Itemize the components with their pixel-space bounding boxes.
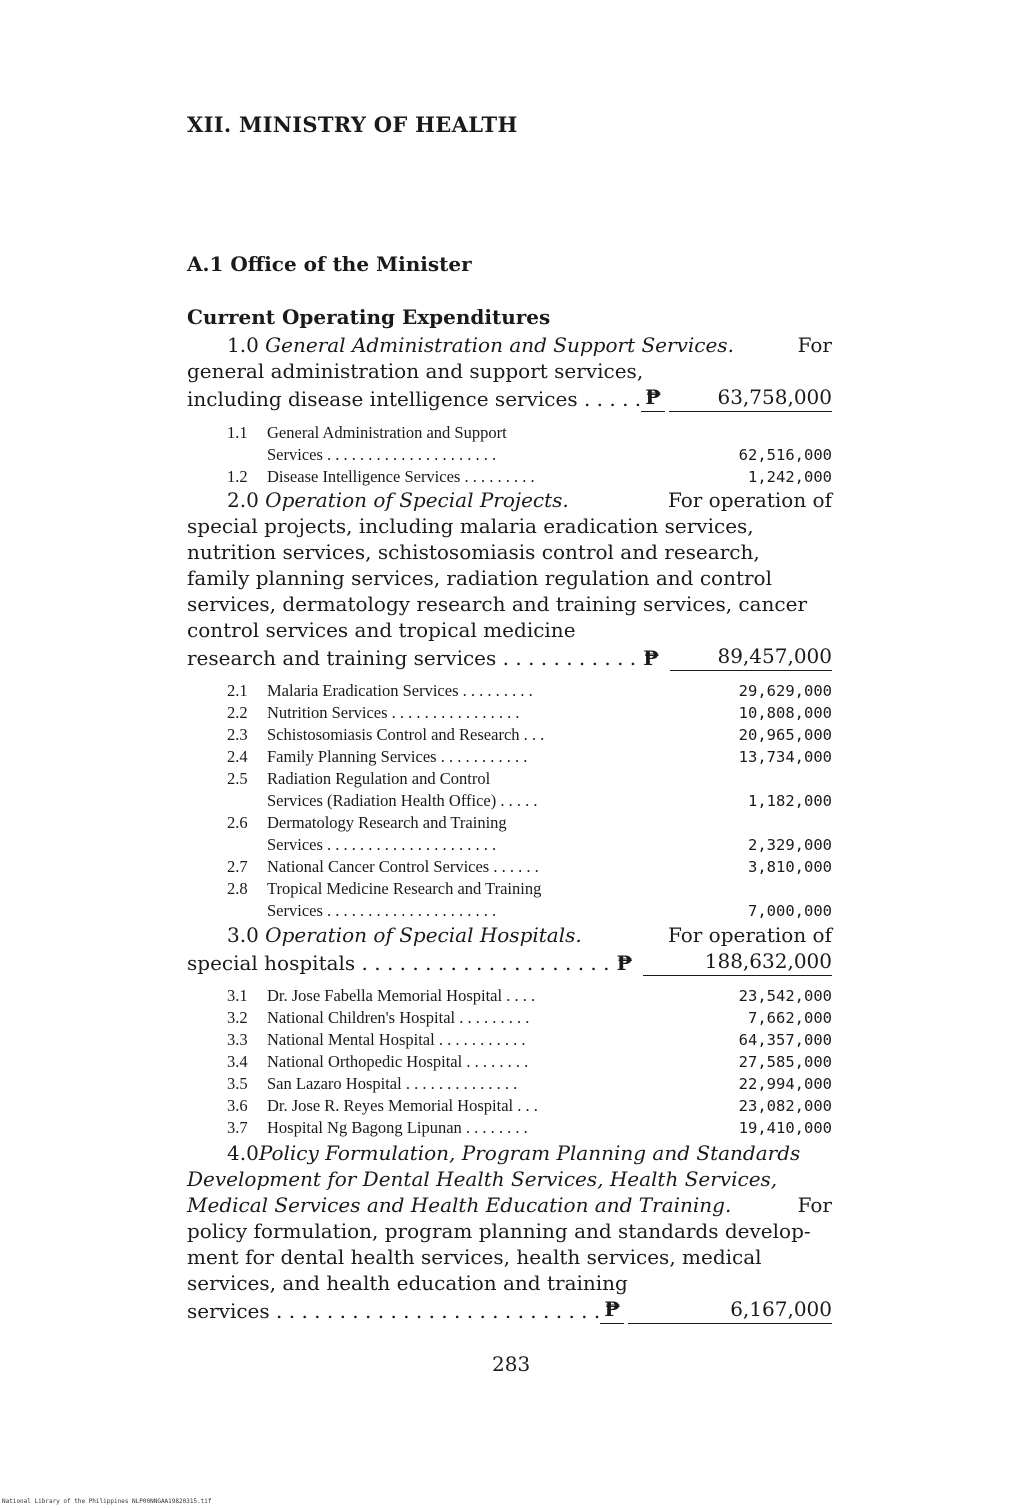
item-value: 20,965,000 bbox=[738, 726, 832, 744]
item-number: 1.2 bbox=[227, 467, 248, 486]
program-desc-line: family planning services, radiation regulation and control bbox=[187, 566, 772, 590]
scan-footer: National Library of the Philippines NLP00NNGAA19820315.tif bbox=[2, 1498, 212, 1505]
program-total-line bbox=[187, 643, 832, 671]
item-label-continued: Services . . . . . . . . . . . . . . . . . . . . . bbox=[267, 835, 497, 854]
program-total-label: services . . . . . . . . . . . . . . . . . . . . . . . . . . bbox=[187, 1299, 601, 1323]
item-value: 1,182,000 bbox=[748, 792, 832, 810]
item-number: 3.2 bbox=[227, 1008, 248, 1027]
program-desc-line: policy formulation, program planning and standards develop- bbox=[187, 1219, 811, 1243]
program-number: 1.0 bbox=[227, 333, 259, 357]
item-value: 23,082,000 bbox=[738, 1097, 832, 1115]
item-value: 2,329,000 bbox=[748, 836, 832, 854]
program-desc-line: general administration and support services, bbox=[187, 359, 644, 383]
item-label: Dr. Jose R. Reyes Memorial Hospital . . . bbox=[267, 1096, 538, 1115]
item-value: 22,994,000 bbox=[738, 1075, 832, 1093]
list-item bbox=[227, 466, 832, 488]
program-desc-line: control services and tropical medicine bbox=[187, 618, 576, 642]
item-value: 27,585,000 bbox=[738, 1053, 832, 1071]
item-label: Schistosomiasis Control and Research . . . bbox=[267, 725, 545, 744]
program-title: Operation of Special Projects. bbox=[265, 488, 569, 512]
item-value: 1,242,000 bbox=[748, 468, 832, 486]
item-number: 2.5 bbox=[227, 769, 248, 788]
item-label: Hospital Ng Bagong Lipunan . . . . . . . . bbox=[267, 1118, 528, 1137]
program-total-amount: 188,632,000 bbox=[643, 948, 832, 976]
list-item bbox=[227, 878, 832, 900]
program-3-items bbox=[227, 985, 832, 1139]
list-item bbox=[227, 1029, 832, 1051]
program-3-paragraph bbox=[187, 922, 832, 976]
program-total-line bbox=[187, 1296, 832, 1324]
program-total-line bbox=[187, 948, 832, 976]
section-heading: A.1 Office of the Minister bbox=[187, 252, 472, 276]
item-label: National Cancer Control Services . . . . . . bbox=[267, 857, 539, 876]
item-label-continued: Services (Radiation Health Office) . . . . . bbox=[267, 791, 538, 810]
list-item bbox=[227, 1073, 832, 1095]
item-label: General Administration and Support bbox=[267, 423, 507, 442]
item-label: National Mental Hospital . . . . . . . . . . . bbox=[267, 1030, 526, 1049]
item-number: 2.6 bbox=[227, 813, 248, 832]
item-number: 2.7 bbox=[227, 857, 248, 876]
program-desc-line: services, and health education and training bbox=[187, 1271, 628, 1295]
item-label: Dr. Jose Fabella Memorial Hospital . . . . bbox=[267, 986, 536, 1005]
item-number: 3.6 bbox=[227, 1096, 248, 1115]
item-label: National Orthopedic Hospital . . . . . . . . bbox=[267, 1052, 529, 1071]
peso-sign: ₱ bbox=[641, 384, 665, 412]
list-item-continued bbox=[227, 790, 832, 812]
program-desc-line: ment for dental health services, health services, medical bbox=[187, 1245, 762, 1269]
item-label: Nutrition Services . . . . . . . . . . . . . . . . bbox=[267, 703, 520, 722]
list-item bbox=[227, 680, 832, 702]
item-value: 62,516,000 bbox=[738, 446, 832, 464]
list-item bbox=[227, 1095, 832, 1117]
program-2-items bbox=[227, 680, 832, 922]
item-value: 29,629,000 bbox=[738, 682, 832, 700]
list-item bbox=[227, 1051, 832, 1073]
program-desc-line: For bbox=[797, 1193, 832, 1217]
list-item bbox=[227, 768, 832, 790]
peso-sign: ₱ bbox=[600, 1296, 624, 1324]
item-value: 10,808,000 bbox=[738, 704, 832, 722]
program-title-line: Development for Dental Health Services, Health Services, bbox=[187, 1167, 778, 1191]
program-1-paragraph bbox=[187, 332, 832, 412]
program-total-label: including disease intelligence services . . . . . bbox=[187, 387, 642, 411]
list-item bbox=[227, 422, 832, 444]
item-label: Radiation Regulation and Control bbox=[267, 769, 491, 788]
item-label: Malaria Eradication Services . . . . . . . . . bbox=[267, 681, 533, 700]
item-number: 2.1 bbox=[227, 681, 248, 700]
item-value: 23,542,000 bbox=[738, 987, 832, 1005]
program-total-label: special hospitals . . . . . . . . . . . . . . . . . . . . bbox=[187, 951, 610, 975]
item-label-continued: Services . . . . . . . . . . . . . . . . . . . . . bbox=[267, 445, 497, 464]
peso-sign: ₱ bbox=[616, 951, 633, 975]
list-item bbox=[227, 702, 832, 724]
list-item-continued bbox=[227, 834, 832, 856]
item-number: 2.3 bbox=[227, 725, 248, 744]
program-title: Operation of Special Hospitals. bbox=[265, 923, 582, 947]
item-label-continued: Services . . . . . . . . . . . . . . . . . . . . . bbox=[267, 901, 497, 920]
item-label: National Children's Hospital . . . . . . . . . bbox=[267, 1008, 530, 1027]
item-number: 3.3 bbox=[227, 1030, 248, 1049]
program-desc-line: nutrition services, schistosomiasis control and research, bbox=[187, 540, 760, 564]
program-4-paragraph bbox=[187, 1140, 832, 1324]
list-item bbox=[227, 1117, 832, 1139]
page-heading: XII. MINISTRY OF HEALTH bbox=[187, 112, 518, 137]
item-number: 3.4 bbox=[227, 1052, 248, 1071]
subsection-heading: Current Operating Expenditures bbox=[187, 305, 551, 329]
page-number: 283 bbox=[492, 1352, 531, 1376]
list-item bbox=[227, 856, 832, 878]
peso-sign: ₱ bbox=[643, 646, 660, 670]
item-value: 13,734,000 bbox=[738, 748, 832, 766]
item-label: Family Planning Services . . . . . . . . . . . bbox=[267, 747, 528, 766]
program-title-line: Medical Services and Health Education and Training. bbox=[187, 1193, 732, 1217]
program-desc-line: services, dermatology research and training services, cancer bbox=[187, 592, 808, 616]
item-value: 3,810,000 bbox=[748, 858, 832, 876]
list-item bbox=[227, 1007, 832, 1029]
program-desc-line: For bbox=[797, 333, 832, 357]
list-item bbox=[227, 985, 832, 1007]
program-number: 2.0 bbox=[227, 488, 259, 512]
program-number: 3.0 bbox=[227, 923, 259, 947]
program-total-amount: 6,167,000 bbox=[628, 1296, 832, 1324]
item-label: Disease Intelligence Services . . . . . . . . . bbox=[267, 467, 535, 486]
program-1-items bbox=[227, 422, 832, 488]
list-item bbox=[227, 812, 832, 834]
item-label: Dermatology Research and Training bbox=[267, 813, 507, 832]
program-total-line bbox=[187, 384, 832, 412]
list-item-continued bbox=[227, 444, 832, 466]
list-item-continued bbox=[227, 900, 832, 922]
item-number: 1.1 bbox=[227, 423, 248, 442]
item-number: 3.1 bbox=[227, 986, 248, 1005]
item-label: San Lazaro Hospital . . . . . . . . . . . . . . bbox=[267, 1074, 518, 1093]
program-title-line: Policy Formulation, Program Planning and Standards bbox=[258, 1141, 801, 1165]
program-desc-line: For operation of bbox=[667, 488, 832, 512]
item-value: 19,410,000 bbox=[738, 1119, 832, 1137]
item-number: 3.5 bbox=[227, 1074, 248, 1093]
program-number: 4.0 bbox=[227, 1141, 259, 1165]
item-label: Tropical Medicine Research and Training bbox=[267, 879, 542, 898]
item-number: 2.2 bbox=[227, 703, 248, 722]
program-total-amount: 63,758,000 bbox=[669, 384, 832, 412]
program-total-amount: 89,457,000 bbox=[670, 643, 832, 671]
program-total-label: research and training services . . . . . . . . . . . bbox=[187, 646, 637, 670]
item-number: 2.8 bbox=[227, 879, 248, 898]
program-title: General Administration and Support Services. bbox=[265, 333, 734, 357]
list-item bbox=[227, 724, 832, 746]
program-2-paragraph bbox=[187, 487, 832, 671]
item-value: 7,000,000 bbox=[748, 902, 832, 920]
program-desc-line: For operation of bbox=[667, 923, 832, 947]
item-number: 3.7 bbox=[227, 1118, 248, 1137]
item-value: 7,662,000 bbox=[748, 1009, 832, 1027]
item-value: 64,357,000 bbox=[738, 1031, 832, 1049]
list-item bbox=[227, 746, 832, 768]
item-number: 2.4 bbox=[227, 747, 248, 766]
program-desc-line: special projects, including malaria eradication services, bbox=[187, 514, 754, 538]
